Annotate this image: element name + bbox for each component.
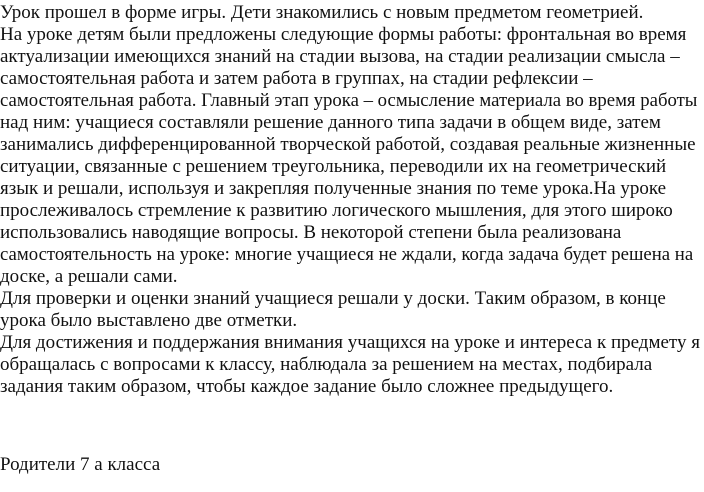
text-line-2: На уроке детям были предложены следующие формы работы: фронтальная во время <box>0 24 687 45</box>
text-line-16: Для достижения и поддержания внимания учащихся на уроке и интереса к предмету я <box>0 332 700 353</box>
text-line-4: самостоятельная работа и затем работа в группах, на стадии рефлексии – <box>0 68 593 89</box>
text-line-18: задания таким образом, чтобы каждое задание было сложнее предыдущего. <box>0 376 614 397</box>
text-line-15: урока было выставлено две отметки. <box>0 310 298 331</box>
text-line-11: использовались наводящие вопросы. В некоторой степени была реализована <box>0 222 622 243</box>
text-line-17: обращалась с вопросами к классу, наблюдала за решением на местах, подбирала <box>0 354 653 375</box>
text-line-6: над ним: учащиеся составляли решение данного типа задачи в общем виде, затем <box>0 112 661 133</box>
text-line-10: прослеживалось стремление к развитию логического мышления, для этого широко <box>0 200 673 221</box>
footer-signature: Родители 7 а класса <box>0 454 161 475</box>
text-line-1: Урок прошел в форме игры. Дети знакомились с новым предметом геометрией. <box>0 2 644 23</box>
text-line-13: доске, а решали сами. <box>0 266 178 287</box>
text-line-9: язык и решали, используя и закрепляя полученные знания по теме урока.На уроке <box>0 178 667 199</box>
text-line-5: самостоятельная работа. Главный этап урока – осмысление материала во время работы <box>0 90 698 111</box>
text-line-12: самостоятельность на уроке: многие учащиеся не ждали, когда задача будет решена на <box>0 244 694 265</box>
text-line-3: актуализации имеющихся знаний на стадии вызова, на стадии реализации смысла – <box>0 46 680 67</box>
text-line-7: занимались дифференцированной творческой работой, создавая реальные жизненные <box>0 134 696 155</box>
text-line-8: ситуации, связанные с решением треугольника, переводили их на геометрический <box>0 156 667 177</box>
text-line-14: Для проверки и оценки знаний учащиеся решали у доски. Таким образом, в конце <box>0 288 666 309</box>
